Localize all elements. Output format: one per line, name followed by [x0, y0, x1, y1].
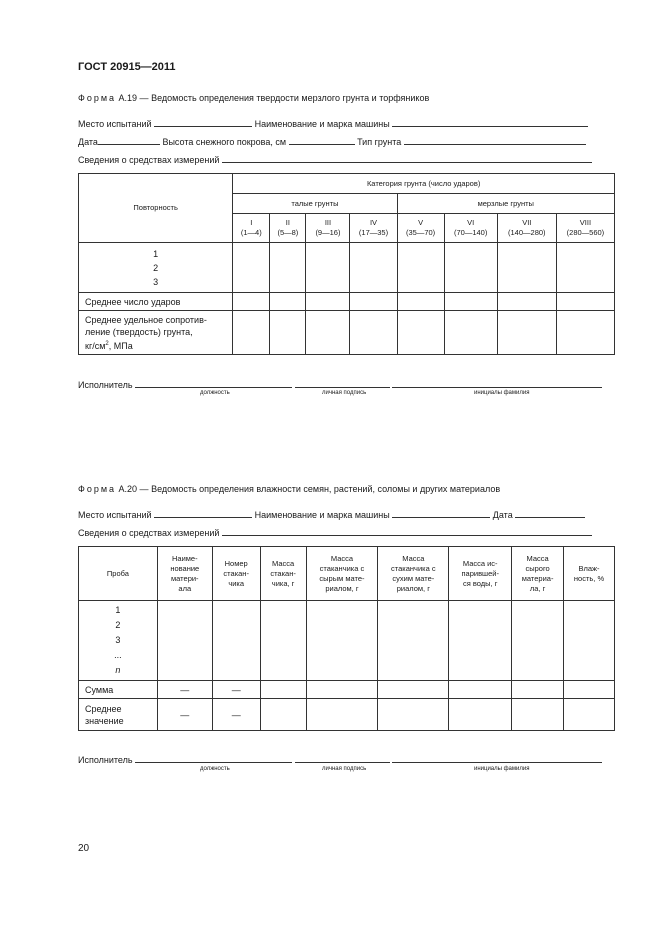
table-cell[interactable] — [270, 243, 306, 293]
category-cell: III (9—16) — [306, 214, 350, 243]
sig-position-label: должность — [200, 390, 230, 396]
sample-numbers: 1 2 3 ... n — [79, 601, 158, 681]
category-cell: VI (70—140) — [444, 214, 497, 243]
table-cell[interactable] — [556, 243, 614, 293]
table-cell[interactable] — [397, 243, 444, 293]
table-cell[interactable] — [157, 601, 212, 681]
document-code: ГОСТ 20915—2011 — [78, 61, 176, 73]
table-cell[interactable] — [444, 293, 497, 311]
table-cell: — — [157, 681, 212, 699]
table-cell[interactable] — [449, 681, 512, 699]
table-cell: — — [157, 699, 212, 731]
repeat-numbers: 1 2 3 — [79, 243, 233, 293]
table-cell[interactable] — [350, 311, 397, 355]
sig-position-label: должность — [200, 766, 230, 772]
table-cell[interactable] — [497, 293, 556, 311]
table-cell[interactable] — [444, 243, 497, 293]
col-header: Наиме- нование матери- ала — [157, 547, 212, 601]
table-cell[interactable] — [497, 243, 556, 293]
table-cell[interactable] — [306, 293, 350, 311]
form-20-signature: Исполнитель — [78, 753, 602, 765]
table-cell[interactable] — [378, 601, 449, 681]
table-cell[interactable] — [564, 699, 615, 731]
table-cell[interactable] — [270, 311, 306, 355]
form-19-line-2: Дата Высота снежного покрова, см Тип грунта — [78, 135, 586, 147]
sig-signature-label: личная подпись — [322, 390, 367, 396]
col-header: Масса ис- парившей- ся воды, г — [449, 547, 512, 601]
form-19-title: Форма А.19 — Ведомость определения твердости мерзлого грунта и торфяников — [78, 93, 430, 103]
table-cell[interactable] — [378, 681, 449, 699]
category-cell: II (5—8) — [270, 214, 306, 243]
avg-resistance-label: Среднее удельное сопротив- ление (твердость) грунта, $кг/см^2$, МПа — [79, 311, 233, 355]
form-19-line-1: Место испытаний Наименование и марка машины — [78, 117, 588, 129]
table-cell: — — [212, 681, 260, 699]
col-header: Проба — [79, 547, 158, 601]
form-19-line-3: Сведения о средствах измерений — [78, 153, 592, 165]
table-cell[interactable] — [512, 681, 564, 699]
table-cell[interactable] — [260, 601, 306, 681]
table-cell[interactable] — [306, 243, 350, 293]
category-cell: VIII (280—560) — [556, 214, 614, 243]
average-label: Среднее значение — [79, 699, 158, 731]
col-header: Масса стаканчика с сухим мате- риалом, г — [378, 547, 449, 601]
table-cell[interactable] — [260, 699, 306, 731]
frozen-header: мерзлые грунты — [397, 194, 614, 214]
category-cell: V (35—70) — [397, 214, 444, 243]
table-cell[interactable] — [306, 311, 350, 355]
table-cell: — — [212, 699, 260, 731]
table-cell[interactable] — [350, 243, 397, 293]
table-cell[interactable] — [350, 293, 397, 311]
table-cell[interactable] — [449, 601, 512, 681]
avg-resistance-row — [79, 311, 615, 355]
form-19-signature: Исполнитель — [78, 378, 602, 390]
form-20-line-1: Место испытаний Наименование и марка машины Дата — [78, 508, 585, 520]
table-cell[interactable] — [556, 293, 614, 311]
form-20-title: Форма А.20 — Ведомость определения влажности семян, растений, соломы и других материалов — [78, 484, 501, 494]
table-cell[interactable] — [564, 601, 615, 681]
col-header: Номер стакан- чика — [212, 547, 260, 601]
category-cell: VII (140—280) — [497, 214, 556, 243]
moisture-header-row — [79, 547, 615, 601]
table-cell[interactable] — [233, 311, 270, 355]
table-cell[interactable] — [397, 293, 444, 311]
moisture-table — [78, 546, 615, 731]
repeat-row — [79, 243, 615, 293]
table-cell[interactable] — [306, 681, 378, 699]
page-number: 20 — [78, 843, 90, 854]
table-cell[interactable] — [233, 243, 270, 293]
col-header: Масса стакан- чика, г — [260, 547, 306, 601]
sig-name-label: инициалы фамилия — [474, 390, 530, 396]
average-row — [79, 699, 615, 731]
thawed-header: талые грунты — [233, 194, 397, 214]
hardness-table — [78, 173, 615, 355]
sig-signature-label: личная подпись — [322, 766, 367, 772]
category-header: Категория грунта (число ударов) — [233, 174, 615, 194]
table-cell[interactable] — [444, 311, 497, 355]
table-cell[interactable] — [306, 601, 378, 681]
col-header: Масса стаканчика с сырым мате- риалом, г — [306, 547, 378, 601]
table-cell[interactable] — [556, 311, 614, 355]
category-cell: IV (17—35) — [350, 214, 397, 243]
sum-row — [79, 681, 615, 699]
col-header: Масса сырого материа- ла, г — [512, 547, 564, 601]
sum-label: Сумма — [79, 681, 158, 699]
avg-blows-row — [79, 293, 615, 311]
table-cell[interactable] — [212, 601, 260, 681]
table-cell[interactable] — [449, 699, 512, 731]
table-cell[interactable] — [270, 293, 306, 311]
table-cell[interactable] — [306, 699, 378, 731]
table-cell[interactable] — [233, 293, 270, 311]
sig-name-label: инициалы фамилия — [474, 766, 530, 772]
table-cell[interactable] — [564, 681, 615, 699]
form-20-line-2: Сведения о средствах измерений — [78, 526, 592, 538]
table-cell[interactable] — [378, 699, 449, 731]
table-cell[interactable] — [512, 601, 564, 681]
avg-blows-label: Среднее число ударов — [79, 293, 233, 311]
table-cell[interactable] — [512, 699, 564, 731]
repeat-header: Повторность — [79, 174, 233, 243]
col-header: Влаж- ность, % — [564, 547, 615, 601]
table-cell[interactable] — [397, 311, 444, 355]
table-cell[interactable] — [260, 681, 306, 699]
category-cell: I (1—4) — [233, 214, 270, 243]
table-cell[interactable] — [497, 311, 556, 355]
samples-row — [79, 601, 615, 681]
